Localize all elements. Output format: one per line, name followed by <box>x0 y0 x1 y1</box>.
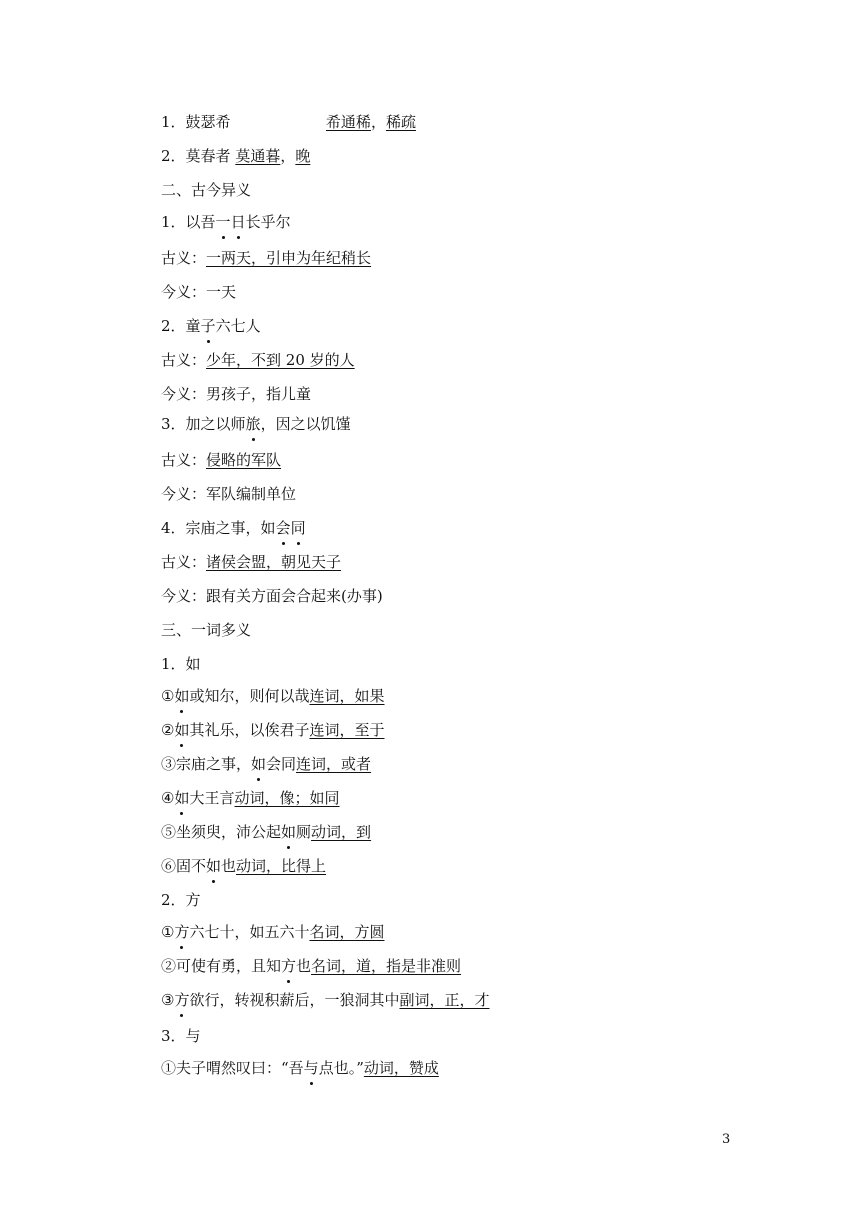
emphasis-dotted-char: 日 <box>230 213 246 231</box>
text-segment: 二、古今异义 <box>161 181 252 199</box>
underlined-answer: 动词，像；如同 <box>234 789 340 807</box>
text-segment: 今义：一天 <box>161 283 237 301</box>
text-segment: ，因之以饥馑 <box>260 415 351 433</box>
text-segment: ， <box>370 113 386 131</box>
underlined-answer: 连词，至于 <box>309 721 385 739</box>
text-line <box>161 956 461 976</box>
underlined-answer: 诸侯会盟，朝见天子 <box>206 553 342 571</box>
text-line <box>161 180 251 200</box>
text-segment: 六七人 <box>215 317 261 335</box>
text-segment: 古义： <box>161 451 207 469</box>
text-line <box>161 686 385 706</box>
text-line <box>161 922 385 942</box>
text-segment: 欲行，转视积薪后，一狼洞其中 <box>189 991 400 1009</box>
text-segment: ① <box>161 923 175 941</box>
underlined-answer: 侵略的军队 <box>206 451 282 469</box>
underlined-answer: 名词，方圆 <box>309 923 385 941</box>
text-line <box>161 484 296 504</box>
underlined-answer: 少年，不到 20 岁的人 <box>206 351 355 369</box>
text-line <box>161 518 306 538</box>
text-segment: 1．如 <box>161 655 201 673</box>
text-segment: ③宗庙之事， <box>161 755 252 773</box>
text-segment: 2．莫春者 <box>161 147 236 165</box>
text-segment: 古义： <box>161 351 207 369</box>
underlined-answer: 连词，或者 <box>296 755 372 773</box>
text-line <box>161 990 490 1010</box>
text-segment: ②可使有勇，且知 <box>161 957 282 975</box>
text-segment: 1．以吾 <box>161 213 216 231</box>
emphasis-dotted-char: 如 <box>251 755 267 773</box>
text-segment: 点也。” <box>318 1059 364 1077</box>
text-segment: ② <box>161 721 175 739</box>
text-line <box>161 1058 439 1078</box>
emphasis-dotted-char: 会 <box>275 519 291 537</box>
text-segment: 2．童 <box>161 317 201 335</box>
text-segment: 长乎尔 <box>245 213 291 231</box>
emphasis-dotted-char: 方 <box>174 991 190 1009</box>
emphasis-dotted-char: 如 <box>281 823 297 841</box>
text-segment: 其礼乐，以俟君子 <box>189 721 310 739</box>
underlined-answer: 晚 <box>295 147 311 165</box>
emphasis-dotted-char: 与 <box>303 1059 319 1077</box>
text-line <box>161 146 310 166</box>
underlined-answer: 动词，赞成 <box>363 1059 439 1077</box>
text-line <box>161 586 383 606</box>
text-segment: 今义：跟有关方面会合起来(办事) <box>161 587 383 605</box>
underlined-answer: 连词，如果 <box>309 687 385 705</box>
underlined-answer: 莫通暮 <box>235 147 281 165</box>
underlined-answer: 动词，比得上 <box>236 857 327 875</box>
text-segment: 古义： <box>161 553 207 571</box>
text-line <box>161 384 311 404</box>
emphasis-dotted-char: 如 <box>174 687 190 705</box>
text-line <box>161 248 371 268</box>
text-segment: 大王言 <box>189 789 235 807</box>
text-line <box>161 754 371 774</box>
underlined-answer: 稀疏 <box>385 113 416 131</box>
text-segment: ③ <box>161 991 175 1009</box>
text-line <box>161 890 201 910</box>
text-line <box>161 414 351 434</box>
text-line <box>161 856 326 876</box>
text-segment: 1．鼓瑟希 <box>161 113 231 131</box>
text-segment: ⑥固不 <box>161 857 207 875</box>
underlined-answer: 动词，到 <box>311 823 372 841</box>
emphasis-dotted-char: 一 <box>215 213 231 231</box>
text-line <box>161 112 416 132</box>
text-segment: 或知尔，则何以哉 <box>189 687 310 705</box>
emphasis-dotted-char: 同 <box>290 519 306 537</box>
text-segment: ， <box>280 147 296 165</box>
emphasis-dotted-char: 旅 <box>245 415 261 433</box>
text-line <box>161 620 251 640</box>
text-segment: ①夫子喟然叹曰：“吾 <box>161 1059 304 1077</box>
text-segment: ④ <box>161 789 175 807</box>
underlined-answer: 副词，正，才 <box>399 991 490 1009</box>
text-line <box>161 350 355 370</box>
text-segment: 也 <box>296 957 312 975</box>
emphasis-dotted-char: 如 <box>206 857 222 875</box>
text-line <box>161 282 236 302</box>
text-line <box>161 822 371 842</box>
underlined-answer: 名词，道，指是非准则 <box>311 957 462 975</box>
text-line <box>161 552 341 572</box>
text-segment: 古义： <box>161 249 207 267</box>
text-line <box>161 316 261 336</box>
text-segment: 今义：男孩子，指儿童 <box>161 385 312 403</box>
page-number: 3 <box>722 1132 731 1147</box>
text-segment: 厕 <box>296 823 312 841</box>
text-line <box>161 720 385 740</box>
emphasis-dotted-char: 如 <box>174 789 190 807</box>
text-line <box>161 450 281 470</box>
text-segment: 3．加之以师 <box>161 415 246 433</box>
text-segment: 3．与 <box>161 1027 201 1045</box>
text-line <box>161 788 340 808</box>
emphasis-dotted-char: 子 <box>200 317 216 335</box>
emphasis-dotted-char: 方 <box>281 957 297 975</box>
underlined-answer: 希通稀 <box>325 113 371 131</box>
emphasis-dotted-char: 如 <box>174 721 190 739</box>
text-line <box>161 654 201 674</box>
text-segment: 4．宗庙之事，如 <box>161 519 276 537</box>
text-segment: 2．方 <box>161 891 201 909</box>
text-segment: 今义：军队编制单位 <box>161 485 297 503</box>
text-segment: 三、一词多义 <box>161 621 252 639</box>
emphasis-dotted-char: 方 <box>174 923 190 941</box>
text-segment: 会同 <box>266 755 297 773</box>
text-segment: ⑤坐须臾，沛公起 <box>161 823 282 841</box>
text-segment: 六七十，如五六十 <box>189 923 310 941</box>
text-segment: ① <box>161 687 175 705</box>
text-line <box>161 1026 201 1046</box>
text-segment: 也 <box>221 857 237 875</box>
underlined-answer: 一两天，引申为年纪稍长 <box>206 249 372 267</box>
text-segment <box>231 113 326 131</box>
text-line <box>161 212 291 232</box>
